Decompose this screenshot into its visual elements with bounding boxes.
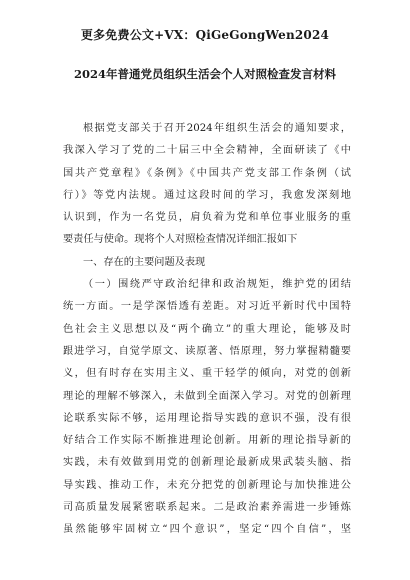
- section-heading: 一、存在的主要问题及表现: [83, 256, 206, 268]
- body-line: 实践，未有效做到用党的创新理论最新成果武装头脑、指: [63, 457, 351, 469]
- body-line: 义，但有时存在实用主义、重干轻学的倾向，对党的创新: [63, 368, 351, 380]
- body-line: 行）》等党内法规。通过这段时间的学习，我愈发深刻地: [63, 189, 351, 201]
- body-line: 根据党支部关于召开2024年组织生活会的通知要求，: [83, 123, 351, 134]
- document-title: 2024年普通党员组织生活会个人对照检查发言材料: [73, 67, 336, 81]
- body-line: 论联系实际不够，运用理论指导实践的意识不强，没有很: [63, 412, 351, 424]
- body-line: 我深入学习了党的二十届三中全会精神，全面研读了《中: [63, 145, 351, 157]
- header-promo: 更多免费公文+VX：QiGeGongWen2024: [80, 28, 330, 42]
- document-body: [63, 118, 351, 542]
- subsection-heading: （一）围绕严守政治纪律和政治规矩，维护党的团结: [83, 279, 351, 291]
- body-line: 要责任与使命。现将个人对照检查情况详细汇报如下: [63, 234, 298, 246]
- body-line: 色社会主义思想以及“两个确立”的重大理论，能够及时: [63, 323, 351, 335]
- body-line: 统一方面。一是学深悟透有差距。对习近平新时代中国特: [63, 301, 351, 313]
- body-line: 虽然能够牢固树立“四个意识”，坚定“四个自信”，坚: [63, 524, 351, 536]
- body-line: 导实践、推动工作，未充分把党的创新理论与加快推进公: [63, 479, 351, 491]
- body-line: 好结合工作实际不断推进理论创新。用新的理论指导新的: [63, 435, 351, 447]
- body-line: 认识到，作为一名党员，肩负着为党和单位事业服务的重: [63, 212, 351, 224]
- body-line: 跟进学习，自觉学原文、读原著、悟原理，努力掌握精髓要: [63, 345, 351, 357]
- body-line: 国共产党章程》《条例》《中国共产党支部工作条例（试: [63, 167, 351, 179]
- body-line: 理论的理解不够深入，未做到全面深入学习。对党的创新理: [63, 390, 351, 402]
- body-line: 司高质量发展紧密联系起来。二是政治素养需进一步锤炼: [63, 502, 351, 514]
